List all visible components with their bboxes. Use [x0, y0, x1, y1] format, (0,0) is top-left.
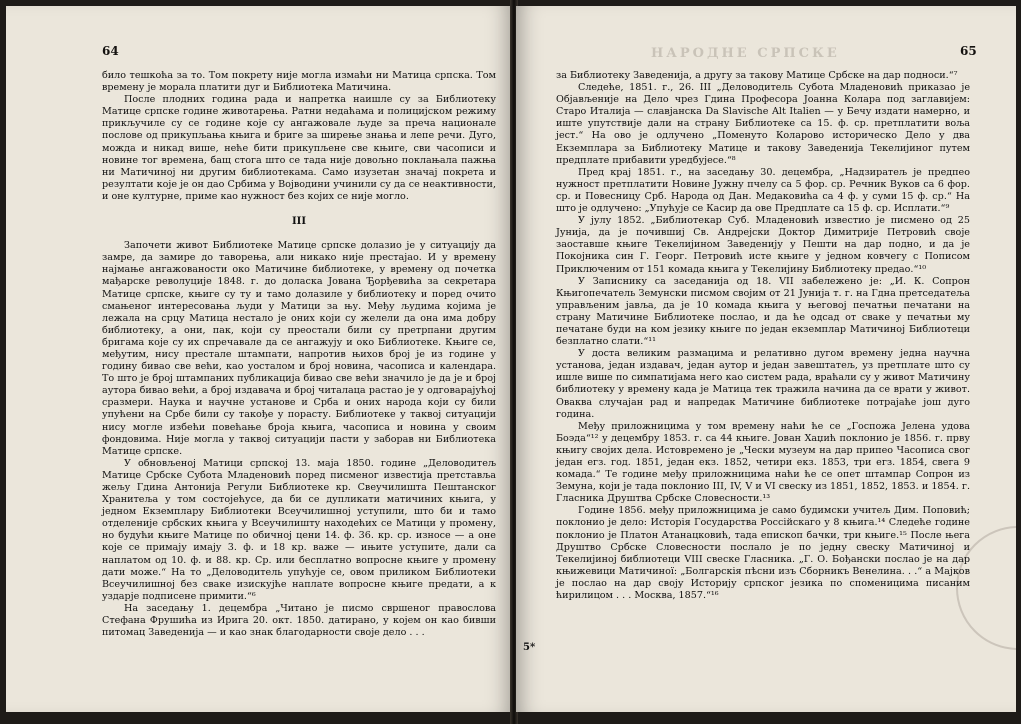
- paragraph: У Записнику са заседанија од 18. VII забележено је: „И. К. Сопрон Књигопечатель Земунски писмом својим от 21 Јунија т. г. на Гдна претседатеља управљеним јавља, да је 10 комада књига у његовој печатњи печатани на страну Матичине Библиотеке послао, и да ће одсад от сваке у печатњи му печатане буди на ком језику књиге по један екземплар Матичиној Библиотеци безплатно слати.“¹¹: [556, 275, 970, 348]
- paragraph: за Библиотеку Заведенија, а другу за такову Матице Србске на дар подноси.“⁷: [556, 70, 958, 81]
- paragraph: У доста великим размацима и релативно дугом времену једна научна установа, један издавач, један аутор и један завештатељ, уз претплате што су ишле више по симпатијама него као систем рада, враћали су у живот Матичину библиотеку у времену када је Матица тек тражила начина да се врати у живот. Оваква случајан рад и напредак Матичине библиотеке потрајаће још дуго година.: [556, 348, 970, 420]
- right-page-text: [556, 70, 970, 602]
- page-number-right: 65: [960, 44, 977, 58]
- paragraph: Пред крај 1851. г., на заседању 30. децембра, „Надзиратељ је предпео нужност претплатити Новине Јужну пчелу са 5 фор. ср. Речник Вуков са 6 фор. ср. и Повесницу Срб. Народа од Дан. Медаковића са 4 ф. у суми 15 ф. ср.“ На што је одлучено: „Упућује се Касир да ове Предплате са 15 ф. ср. Исплати.“⁹: [556, 166, 970, 215]
- right-page: [516, 6, 1016, 712]
- section-heading: III: [291, 216, 307, 228]
- running-head: НАРОДНЕ СРПСКЕ: [651, 46, 840, 61]
- left-page: [6, 6, 512, 712]
- paragraph: Започети живот Библиотеке Матице српске долазио је у ситуацију да замре, да замире до таворења, али никако није престајао. И у времену најмање ангажованости око Матичине библиотеке, у времену од почетка мађарске револуције 1848. г. до доласка Јована Ђорђевића за секретара Матице српске, књиге су ту и тамо долазиле у библиотеку и поред очито смањеног интересовања људи у Матици за њу. Међу људима којима је лежала на срцу Матица нестало је оних који су желели да она има добру библиотеку, а они, пак, који су преостали били су претрпани другим бригама које су их спречавале да се ангажују и око Библиотеке. Књиге се, међутим, нису престале штампати, напротив њихов број је из године у годину бивао све већи, као уосталом и број новина, часописа и календара. То што је број штампаних публикација бивао све већи значило је да је и број аутора бивао већи, а број издавача и број читалаца растао је у одговарајућој сразмери. Наука и научне установе и Срба и оних народа који су били упућени на Србе били су такође у порасту. Библиотеке у таквој ситуацији нису могле избећи повећање броја књига, часописа и новина у своим фондовима. Није могла у таквој ситуацији пасти у заборав ни Библиотека Матице српске.: [102, 240, 496, 457]
- paragraph: Године 1856. међу приложницима је само будимски учитељ Дим. Поповић; поклонио је дело: Исторія Государства Россійскаго у 8 књига.¹⁴ Следеће године поклонио је Платон Атанацковић, тада епископ бачки, три књиге.¹⁵ После њега Друштво Србске Словесности послало је по једну свеску Матичиној и Текелијиној библиотеци VIII свеске Гласника. „Г. О. Бођански послао је на дар књижевици Матичиної: „Болгарскія пѣсни изъ Сборникъ Венелина. . .“ а Мајков је послао на дар своју Историју српског језика по споменицима писаним ћирилицом . . . Москва, 1857.“¹⁶: [556, 505, 970, 602]
- paragraph: било тешкоћа за то. Том покрету није могла измаћи ни Матица српска. Том времену је морала платити дуг и Библиотека Матичина.: [102, 70, 496, 94]
- signature-mark: 5*: [523, 642, 536, 653]
- page-number-left: 64: [102, 44, 119, 58]
- paragraph: У обновљеној Матици српској 13. маја 1850. године „Деловодитељ Матице Србске Субота Младеновић поред писменог известија претставља жељу Гдина Антонија Регули Библиотеке кр. Свеучилишта Пештанског Хранитеља у том состојећусе, да би се дупликати матичиних књига, у једном Екземплару Библиотеки Всеучилишној уступили, што би и тамо отделеније србских књига у Всеучилишту находећих се Матици у промену, но будући књиге Матице по обичној цени 14. ф. 36. кр. ср. износе — а оне које се примају имају 3. ф. и 18 кр. важе — ињите уступите, дали са наплатом од 10. ф. и 88. кр. Ср. или бесплатно вопросне књиге у промену дати може.“ На то „Деловодитель упућује се, овом приликом Библиотеки Всеучилишној без свакe изискујће наплате вопросне књиге предати, а к уздарје подписeне примити.“⁶: [102, 457, 496, 602]
- left-page-text: [102, 70, 496, 639]
- paragraph: Следеће, 1851. г., 26. III „Деловодитель Субота Младеновић приказао је Објављеније на Дело чрез Гдина Професора Јоанна Колара под заглавијем: Старо Италија — славјанска Da Slavische Alt Italien — у Бечу издати намерно, и иште упутствије дали на страну Библиотеке са 15. ф. ср. претплатити воља јест.“ На ово је одлучено „Поменуто Коларово историческо Дело у два Екземплара за Библиотеку Матице и такову Заведенија Текелијиног путем предплате прибавити уредбујесе.“⁸: [556, 82, 970, 166]
- paragraph: Међу приложницима у том времену наћи ће се „Госпожа Јелена удова Боэда“¹² у децембру 1853. г. са 44 књиге. Јован Хаџић поклонио је 1856. г. прву књигу својих дела. Истовремено је „Чески музеум на дар припео Часописа свог један егз. год. 1851, један екз. 1852, четири екз. 1853, три егз. 1854, свега 9 комада.“ Те године међу приложницима наћи ће се опет штампар Сопрон из Земуна, који је тада поклонио III, IV, V и VI свеску из 1851, 1852, 1853. и 1854. г. Гласника Друштва Србске Словесности.¹³: [556, 420, 970, 505]
- paragraph: После плодних година рада и напретка наишле су за Библиотеку Матице српске године животарења. Ратни недаћама и полицијском режиму прикључиле су се године које су ангажовале људе за преча национале послове од прикупљања књига и бриге за ширење знања и лепе речи. Дуго, можда и никад више, неће бити прикупљене све књиге, сви часописи и новине тог времена, бащ стога што се тада није довољно поклањала пажња ни Матичиној ни другим библиотекама. Само изузетан значај покрета и резултати које је он дао Србима у Војводини учинили су да се неактивности, и оне културне, приме као нужност без којих се није могло.: [102, 94, 496, 202]
- paragraph: У јулу 1852. „Библиотекар Суб. Младеновић известио је писмено од 25 Јунија, да је почившиј Св. Андрејски Доктор Димитрије Петровић своје заоставше књиге Текелијином Заведенију у Пешти на дар подно, и да је Покојника син Г. Георг. Петровић исте књиге у једном ковчегу с Пописом Приключеним от 151 комада књига у Текелијину Библиотеку предао.“¹⁰: [556, 215, 970, 275]
- paragraph: На заседању 1. децембра „Читано је писмо свршеног правослова Стефана Фрушића из Ирига 20. окт. 1850. датирано, у којем он као бивши питомац Заведенија — и као знак благодарности своје дело . . .: [102, 602, 496, 639]
